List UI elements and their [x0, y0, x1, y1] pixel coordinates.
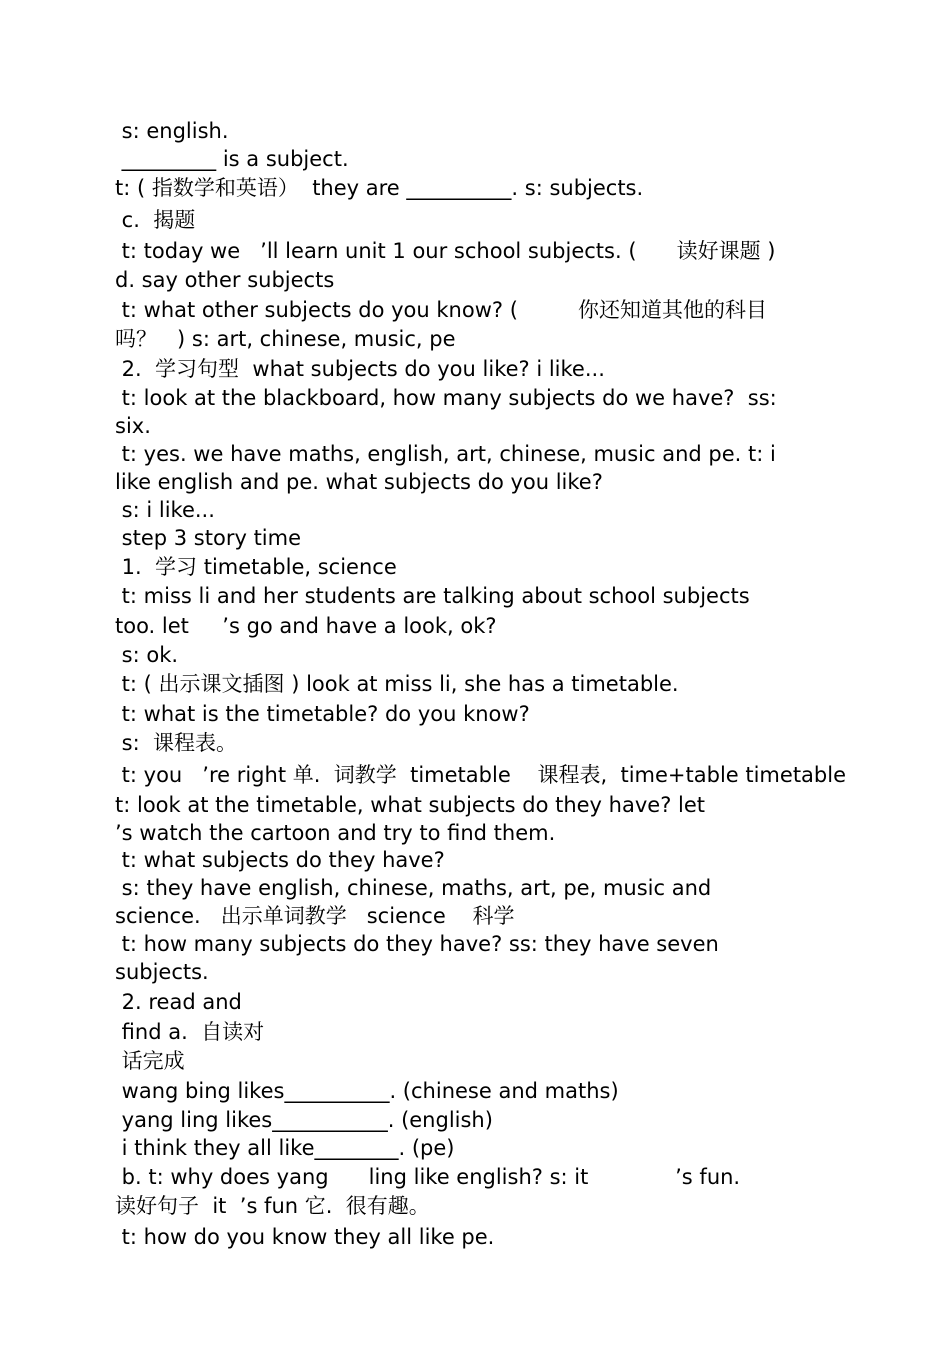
- text-line: find a. 自读对: [115, 1020, 265, 1044]
- text-line: t: miss li and her students are talking about school subjects: [115, 584, 750, 608]
- text-line: s: i like...: [115, 498, 215, 522]
- text-line: t: look at the blackboard, how many subjects do we have? ss:: [115, 386, 777, 410]
- text-line: t: what is the timetable? do you know?: [115, 702, 530, 726]
- text-line: 2. 学习句型 what subjects do you like? i like...: [115, 357, 605, 381]
- text-line: 读好句子 it ’s fun 它. 很有趣。: [115, 1194, 430, 1218]
- text-line: t: what subjects do they have?: [115, 848, 445, 872]
- text-line: t: yes. we have maths, english, art, chinese, music and pe. t: i: [115, 442, 776, 466]
- text-line: s: english.: [115, 119, 229, 143]
- text-line: t: look at the timetable, what subjects do they have? let: [115, 793, 705, 817]
- text-line: wang bing likes__________. (chinese and maths): [115, 1079, 619, 1103]
- text-line: t: you ’re right 单. 词教学 timetable 课程表, time+table timetable: [115, 763, 847, 787]
- text-line: _________ is a subject.: [115, 147, 349, 171]
- text-line: s: ok.: [115, 643, 179, 667]
- text-line: science. 出示单词教学 science 科学: [115, 904, 515, 928]
- text-line: s: 课程表。: [115, 731, 238, 755]
- text-line: t: ( 指数学和英语） they are __________. s: subjects.: [115, 176, 644, 200]
- text-line: 2. read and: [115, 990, 242, 1014]
- text-line: d. say other subjects: [115, 268, 335, 292]
- text-line: i think they all like________. (pe): [115, 1136, 455, 1160]
- text-line: t: how do you know they all like pe.: [115, 1225, 495, 1249]
- text-line: like english and pe. what subjects do you like?: [115, 470, 603, 494]
- text-line: t: what other subjects do you know? ( 你还知道其他的科目: [115, 298, 767, 322]
- text-line: step 3 story time: [115, 526, 302, 550]
- text-line: 吗？ ) s: art, chinese, music, pe: [115, 327, 456, 351]
- text-line: ’s watch the cartoon and try to find them.: [115, 821, 556, 845]
- text-line: t: today we ’ll learn unit 1 our school subjects. ( 读好课题 ): [115, 239, 776, 263]
- text-line: subjects.: [115, 960, 209, 984]
- text-line: yang ling likes___________. (english): [115, 1108, 493, 1132]
- text-line: t: how many subjects do they have? ss: they have seven: [115, 932, 719, 956]
- text-line: b. t: why does yang ling like english? s: it ’s fun.: [115, 1165, 741, 1189]
- text-line: c. 揭题: [115, 208, 196, 232]
- text-line: too. let ’s go and have a look, ok?: [115, 614, 497, 638]
- text-line: t: ( 出示课文插图 ) look at miss li, she has a timetable.: [115, 672, 679, 696]
- text-line: 1. 学习 timetable, science: [115, 555, 397, 579]
- text-line: six.: [115, 414, 151, 438]
- text-line: 话完成: [115, 1049, 185, 1073]
- text-line: s: they have english, chinese, maths, art, pe, music and: [115, 876, 712, 900]
